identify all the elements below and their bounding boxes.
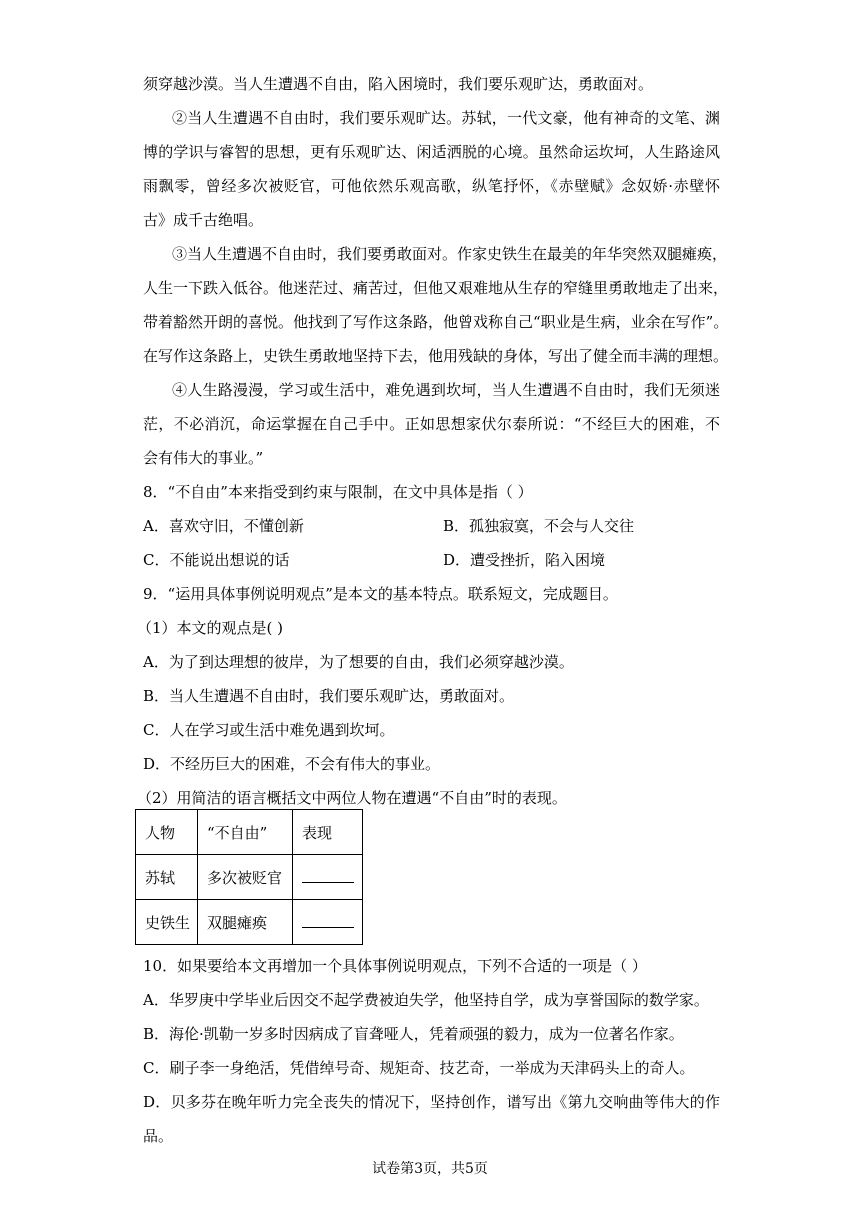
- passage-p3-line1: ③当人生遭遇不自由时，我们要勇敢面对。作家史铁生在最美的年华突然双腿瘫痪，: [172, 245, 728, 263]
- q10-option-c[interactable]: C．刷子李一身绝活，凭借绰号奇、规矩奇、技艺奇，一举成为天津码头上的奇人。: [143, 1059, 695, 1077]
- passage-p1-end: 须穿越沙漠。当人生遭遇不自由，陷入困境时，我们要乐观旷达，勇敢面对。: [143, 75, 654, 93]
- passage-p4-line3: 会有伟大的事业。”: [143, 449, 264, 467]
- q9-sub1: （1）本文的观点是( ): [137, 619, 284, 637]
- table-cell-constraint: 双腿瘫痪: [198, 900, 293, 945]
- passage-p2-line2: 博的学识与睿智的思想，更有乐观旷达、闲适洒脱的心境。虽然命运坎坷，人生路途风: [143, 143, 720, 161]
- table-cell-constraint: 多次被贬官: [198, 855, 293, 900]
- table-header-cell: “不自由”: [198, 810, 293, 855]
- q10-option-d-line1[interactable]: D．贝多芬在晚年听力完全丧失的情况下，坚持创作，谱写出《第九交响曲等伟大的作: [143, 1093, 720, 1111]
- q8-option-c[interactable]: C．不能说出想说的话: [143, 551, 290, 569]
- table-header-row: [136, 810, 363, 855]
- q9-sub2: （2）用简洁的语言概括文中两位人物在遭遇“不自由”时的表现。: [137, 789, 567, 807]
- passage-p3-line3: 带着豁然开朗的喜悦。他找到了写作这条路，他曾戏称自己“职业是生病，业余在写作”。: [143, 313, 729, 331]
- q9-answer-table: [135, 809, 363, 945]
- passage-p3-line4: 在写作这条路上，史铁生勇敢地坚持下去，他用残缺的身体，写出了健全而丰满的理想。: [143, 347, 729, 365]
- q10-stem: 10．如果要给本文再增加一个具体事例说明观点，下列不合适的一项是（ ）: [143, 957, 647, 975]
- table-header-cell: 人物: [136, 810, 198, 855]
- q9-option-a[interactable]: A．为了到达理想的彼岸，为了想要的自由，我们必须穿越沙漠。: [143, 653, 574, 671]
- q9-option-c[interactable]: C．人在学习或生活中难免遇到坎坷。: [143, 721, 395, 739]
- q8-option-d[interactable]: D．遭受挫折，陷入困境: [443, 551, 606, 569]
- passage-p3-line2: 人生一下跌入低谷。他迷茫过、痛苦过，但他又艰难地从生存的窄缝里勇敢地走了出来，: [143, 279, 729, 297]
- q8-option-a[interactable]: A．喜欢守旧，不懂创新: [143, 517, 304, 535]
- table-header-cell: 表现: [293, 810, 363, 855]
- passage-p2-line4: 古》成千古绝唱。: [143, 211, 264, 229]
- passage-p2-line3: 雨飘零，曾经多次被贬官，可他依然乐观高歌，纵笔抒怀，《赤壁赋》念奴娇·赤壁怀: [143, 177, 720, 195]
- passage-p2-line1: ②当人生遭遇不自由时，我们要乐观旷达。苏轼，一代文豪，他有神奇的文笔、渊: [172, 109, 720, 127]
- q10-option-d-line2[interactable]: 品。: [143, 1127, 174, 1145]
- passage-p4-line2: 茫，不必消沉，命运掌握在自己手中。正如思想家伏尔泰所说：“不经巨大的困难，不: [143, 415, 720, 433]
- q9-stem: 9．“运用具体事例说明观点”是本文的基本特点。联系短文，完成题目。: [143, 585, 618, 603]
- q9-option-d[interactable]: D．不经历巨大的困难，不会有伟大的事业。: [143, 755, 441, 773]
- q10-option-a[interactable]: A．华罗庚中学毕业后因交不起学费被迫失学，他坚持自学，成为享誉国际的数学家。: [143, 991, 709, 1009]
- table-cell-person: 史铁生: [136, 900, 198, 945]
- passage-p4-line1: ④人生路漫漫，学习或生活中，难免遇到坎坷，当人生遭遇不自由时，我们无须迷: [172, 381, 720, 399]
- q8-option-b[interactable]: B．孤独寂寞，不会与人交往: [443, 517, 635, 535]
- answer-blank-cell[interactable]: [293, 900, 363, 945]
- table-row: [136, 900, 363, 945]
- table-row: [136, 855, 363, 900]
- answer-blank-cell[interactable]: [293, 855, 363, 900]
- q8-stem: 8．“不自由”本来指受到约束与限制，在文中具体是指（ ）: [143, 483, 533, 501]
- answer-blank[interactable]: [302, 868, 354, 883]
- q9-option-b[interactable]: B．当人生遭遇不自由时，我们要乐观旷达，勇敢面对。: [143, 687, 515, 705]
- q10-option-b[interactable]: B．海伦·凯勒一岁多时因病成了盲聋哑人，凭着顽强的毅力，成为一位著名作家。: [143, 1025, 684, 1043]
- answer-blank[interactable]: [302, 913, 354, 928]
- page-footer: 试卷第3页，共5页: [372, 1161, 488, 1177]
- table-cell-person: 苏轼: [136, 855, 198, 900]
